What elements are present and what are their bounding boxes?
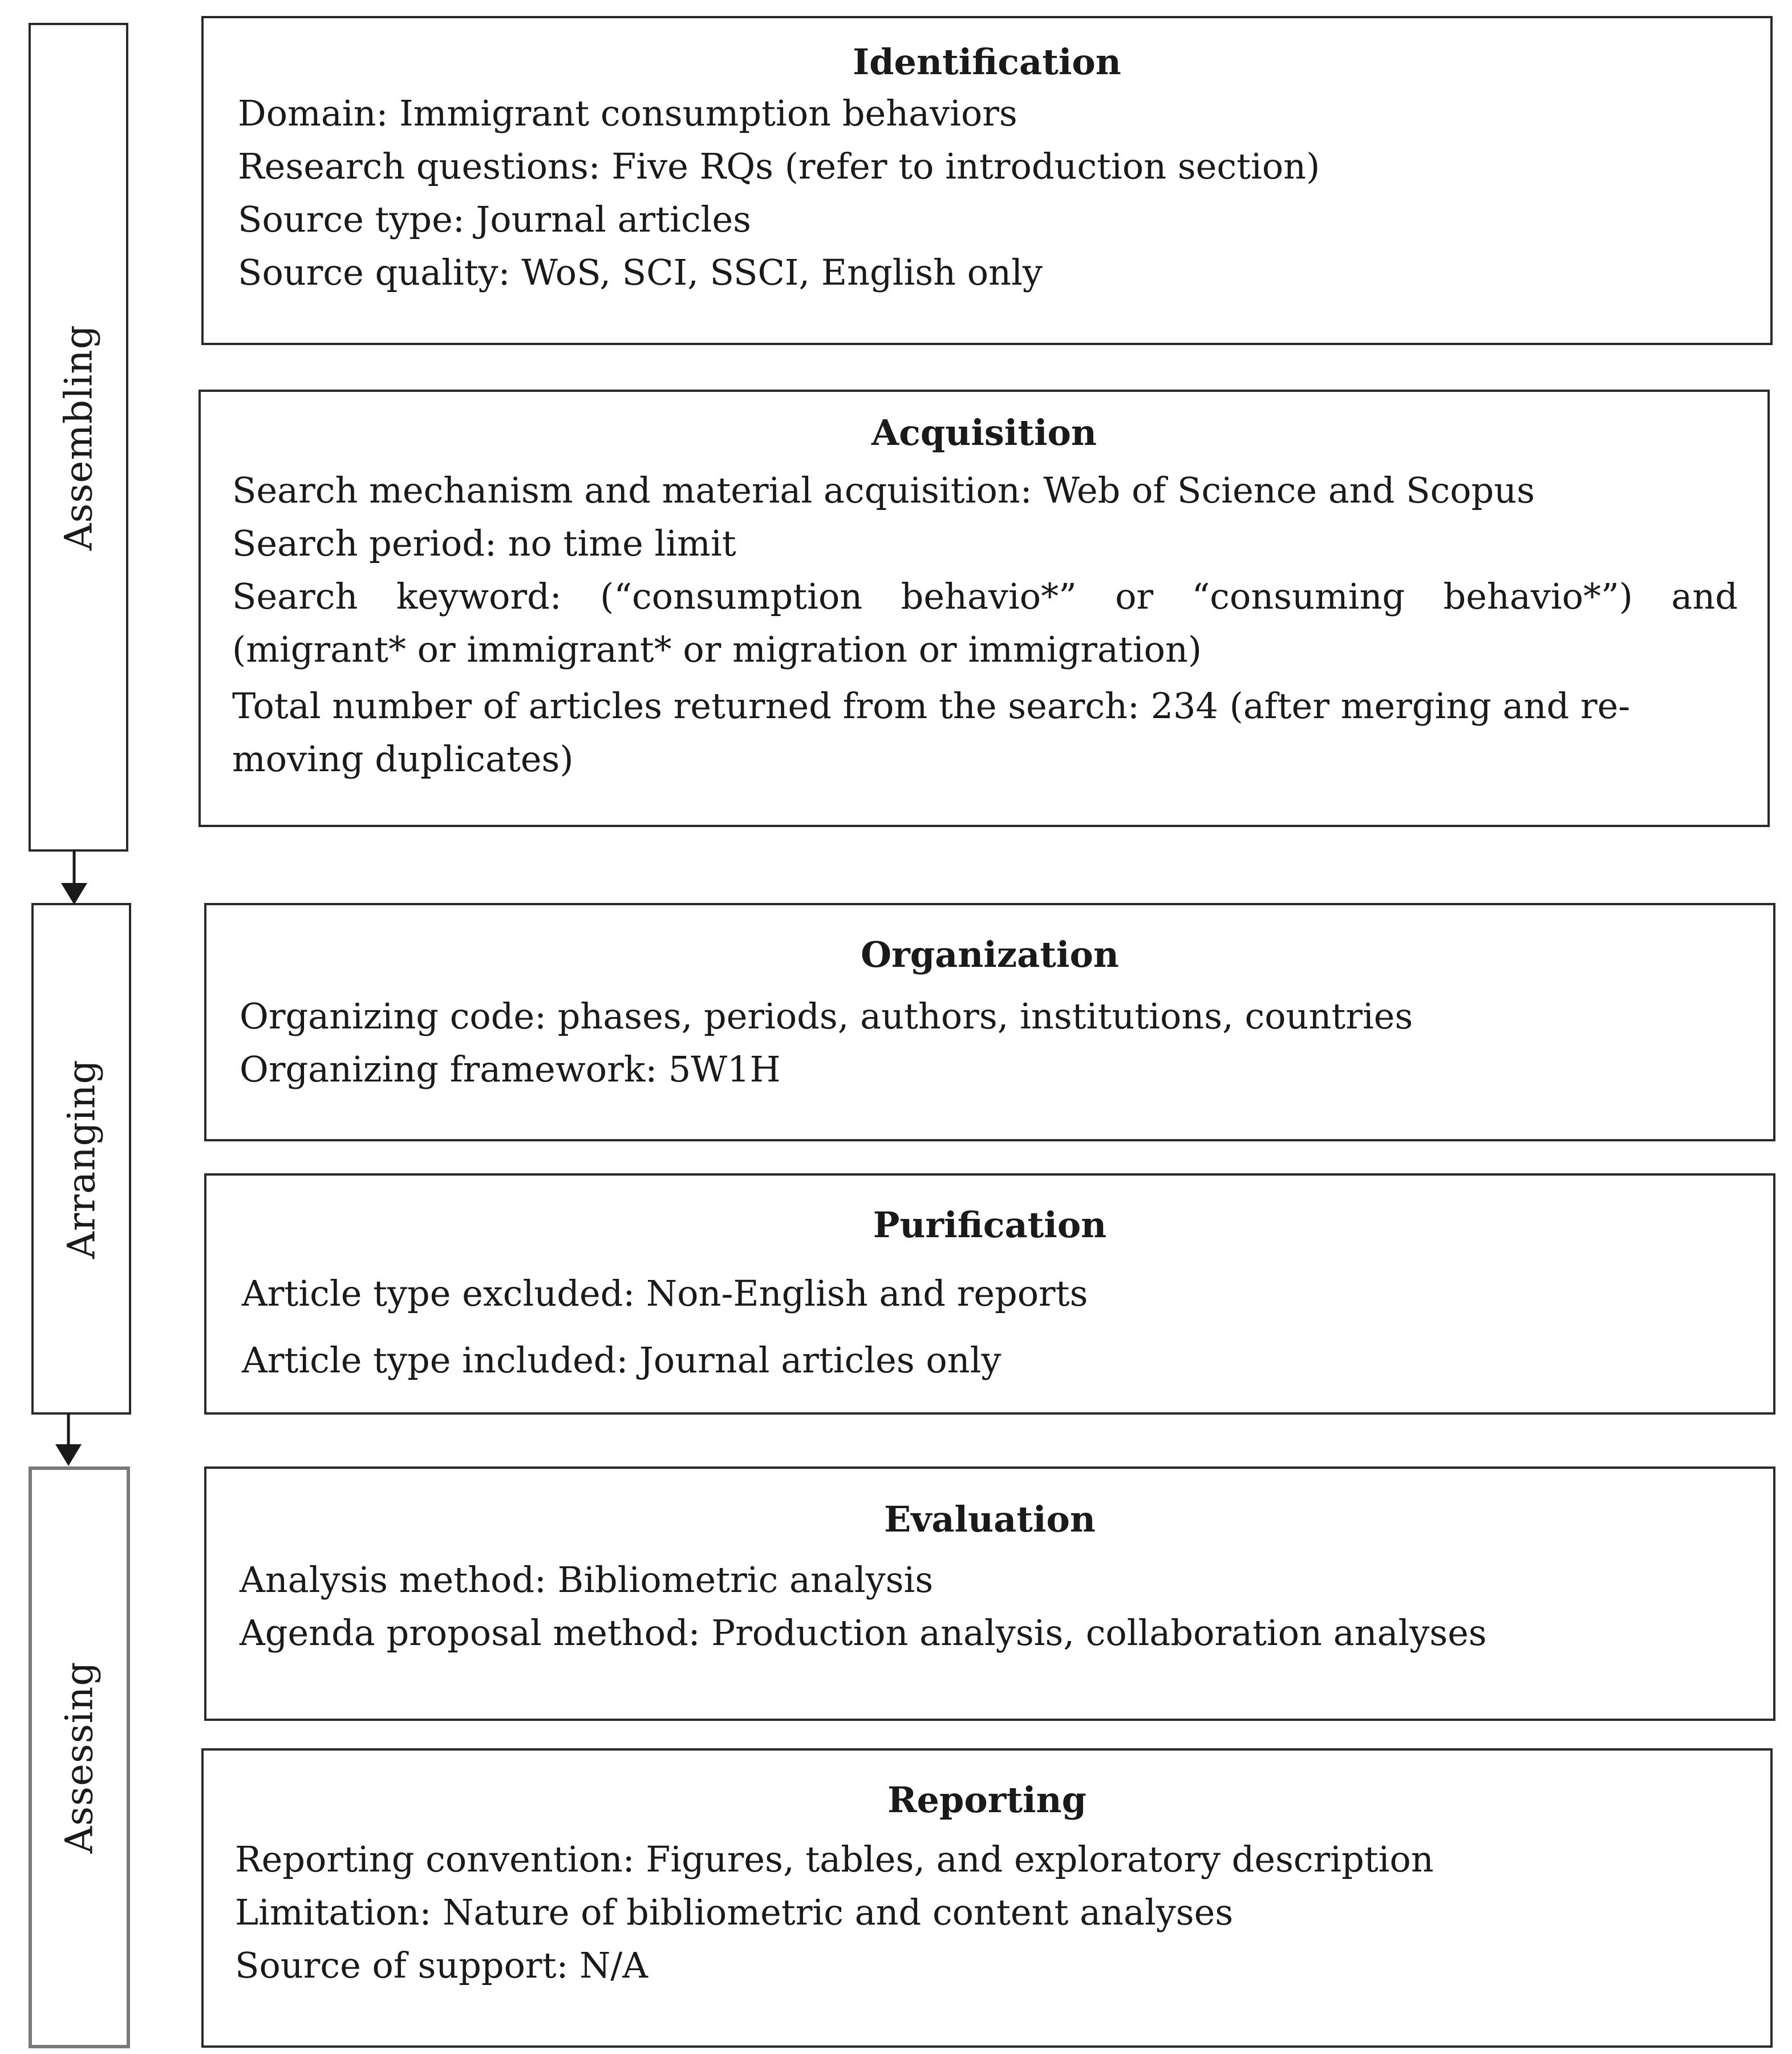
stage-assembling: [29, 23, 128, 852]
acquisition-line-keyword: Search keyword: (“consumption behavio*” or “consuming behavio*”) and: [232, 576, 1738, 617]
purification-line-excluded: Article type excluded: Non-English and reports: [242, 1273, 1088, 1314]
identification-title: Identification: [853, 41, 1121, 83]
evaluation-line-agenda: Agenda proposal method: Production analysis, collaboration analyses: [240, 1612, 1487, 1654]
identification-line-source-quality: Source quality: WoS, SCI, SSCI, English only: [238, 252, 1043, 293]
stage-assembling-label: Assembling: [56, 324, 100, 550]
acquisition-title: Acquisition: [871, 412, 1097, 453]
stage-assessing-label: Assessing: [57, 1661, 102, 1854]
organization-title: Organization: [861, 934, 1119, 975]
acquisition-line-total-cont: moving duplicates): [232, 738, 574, 780]
identification-box: [201, 16, 1773, 345]
stage-assessing: [29, 1466, 130, 2048]
reporting-box: [201, 1748, 1773, 2048]
arrow-arranging-to-assessing: [48, 1413, 88, 1468]
identification-line-domain: Domain: Immigrant consumption behaviors: [238, 92, 1017, 134]
reporting-line-limitation: Limitation: Nature of bibliometric and content analyses: [235, 1891, 1234, 1933]
organization-line-framework: Organizing framework: 5W1H: [240, 1048, 781, 1090]
purification-title: Purification: [873, 1204, 1107, 1246]
acquisition-line-mechanism: Search mechanism and material acquisition: Web of Science and Scopus: [232, 469, 1535, 511]
acquisition-box: [198, 390, 1770, 827]
acquisition-line-keyword-cont: (migrant* or immigrant* or migration or immigration): [232, 629, 1202, 670]
reporting-title: Reporting: [887, 1779, 1086, 1821]
identification-line-rq: Research questions: Five RQs (refer to introduction section): [238, 145, 1320, 187]
stage-arranging: [31, 903, 131, 1415]
reporting-line-support: Source of support: N/A: [235, 1944, 648, 1986]
reporting-line-convention: Reporting convention: Figures, tables, and exploratory description: [235, 1838, 1434, 1880]
evaluation-box: [204, 1466, 1775, 1721]
organization-box: [204, 903, 1775, 1141]
stage-arranging-label: Arranging: [59, 1059, 103, 1259]
identification-line-source-type: Source type: Journal articles: [238, 198, 751, 240]
purification-line-included: Article type included: Journal articles only: [242, 1339, 1002, 1381]
organization-line-code: Organizing code: phases, periods, authors, institutions, countries: [240, 995, 1413, 1037]
acquisition-line-total: Total number of articles returned from the search: 234 (after merging and re-: [232, 685, 1631, 727]
purification-box: [204, 1173, 1775, 1415]
evaluation-line-analysis: Analysis method: Bibliometric analysis: [240, 1559, 934, 1601]
evaluation-title: Evaluation: [884, 1498, 1096, 1540]
acquisition-line-period: Search period: no time limit: [232, 522, 736, 564]
arrow-assembling-to-arranging: [54, 850, 94, 907]
